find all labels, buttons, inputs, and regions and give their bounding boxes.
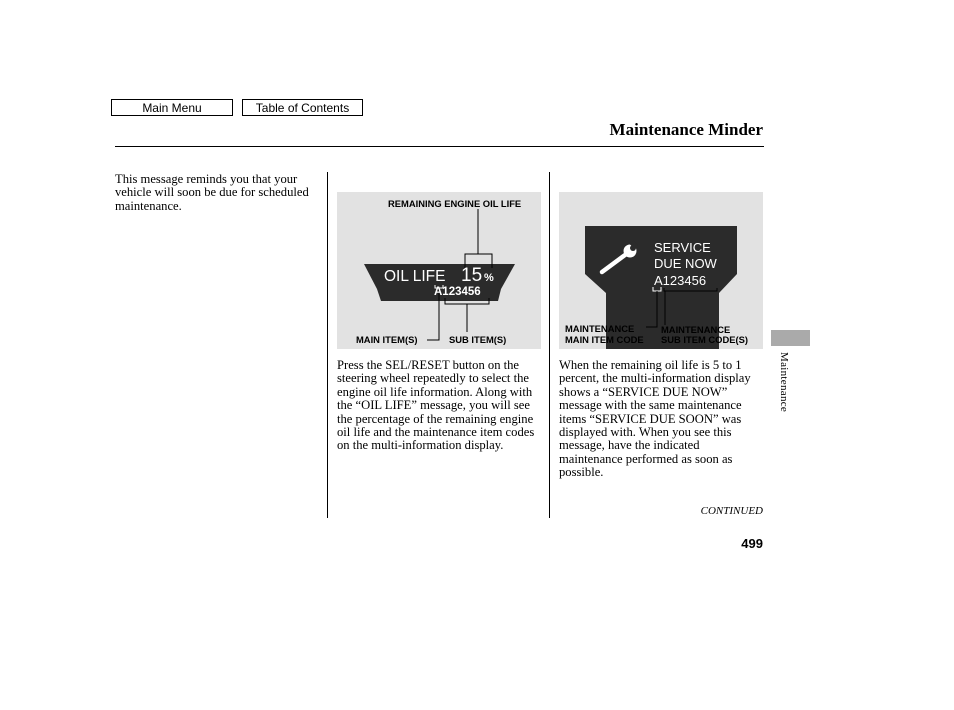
oil-life-maintenance-code: A123456 (434, 286, 481, 298)
sub-item-code-caption-2: SUB ITEM CODE(S) (661, 334, 748, 345)
table-of-contents-button[interactable]: Table of Contents (242, 99, 363, 116)
sub-items-caption: SUB ITEM(S) (449, 334, 507, 345)
service-line-1: SERVICE (654, 240, 711, 255)
service-line-2: DUE NOW (654, 256, 717, 271)
service-due-paragraph: When the remaining oil life is 5 to 1 percent, the multi-information display shows a “SERVICE DUE NOW” message with the same maintenance items “SERVICE DUE SOON” was displayed with. When you see this message, have the indicated maintenance performed as soon as possible. (559, 358, 751, 480)
oil-life-display-illustration (337, 192, 541, 349)
intro-paragraph: This message reminds you that your vehicle will soon be due for scheduled maintenance. (115, 172, 309, 213)
main-item-code-caption-2: MAIN ITEM CODE (565, 334, 644, 345)
service-maintenance-code: A123456 (654, 273, 707, 288)
page-title: Maintenance Minder (609, 120, 763, 139)
remaining-oil-life-caption: REMAINING ENGINE OIL LIFE (388, 198, 522, 209)
percent-sign: % (484, 272, 494, 284)
main-items-caption: MAIN ITEM(S) (356, 334, 418, 345)
oil-life-label: OIL LIFE (384, 268, 446, 285)
column-divider-2 (549, 172, 550, 518)
section-tab[interactable] (771, 330, 810, 346)
service-due-figure (559, 192, 763, 349)
main-menu-button[interactable]: Main Menu (111, 99, 233, 116)
page-number: 499 (741, 536, 763, 551)
oil-life-paragraph: Press the SEL/RESET button on the steering wheel repeatedly to select the engine oil life information. Along with the “OIL LIFE” message, you will see the percentage of the remaining engine oil life and the maintenance item codes on the multi-information display. (337, 358, 535, 453)
continued-label: CONTINUED (700, 505, 763, 517)
main-item-code-caption-1: MAINTENANCE (565, 323, 635, 334)
header-rule (115, 146, 764, 147)
oil-life-percent-value: 15 (461, 265, 483, 286)
oil-life-figure (337, 192, 541, 349)
sub-item-code-caption-1: MAINTENANCE (661, 324, 731, 335)
column-divider-1 (327, 172, 328, 518)
section-label: Maintenance (778, 352, 790, 413)
